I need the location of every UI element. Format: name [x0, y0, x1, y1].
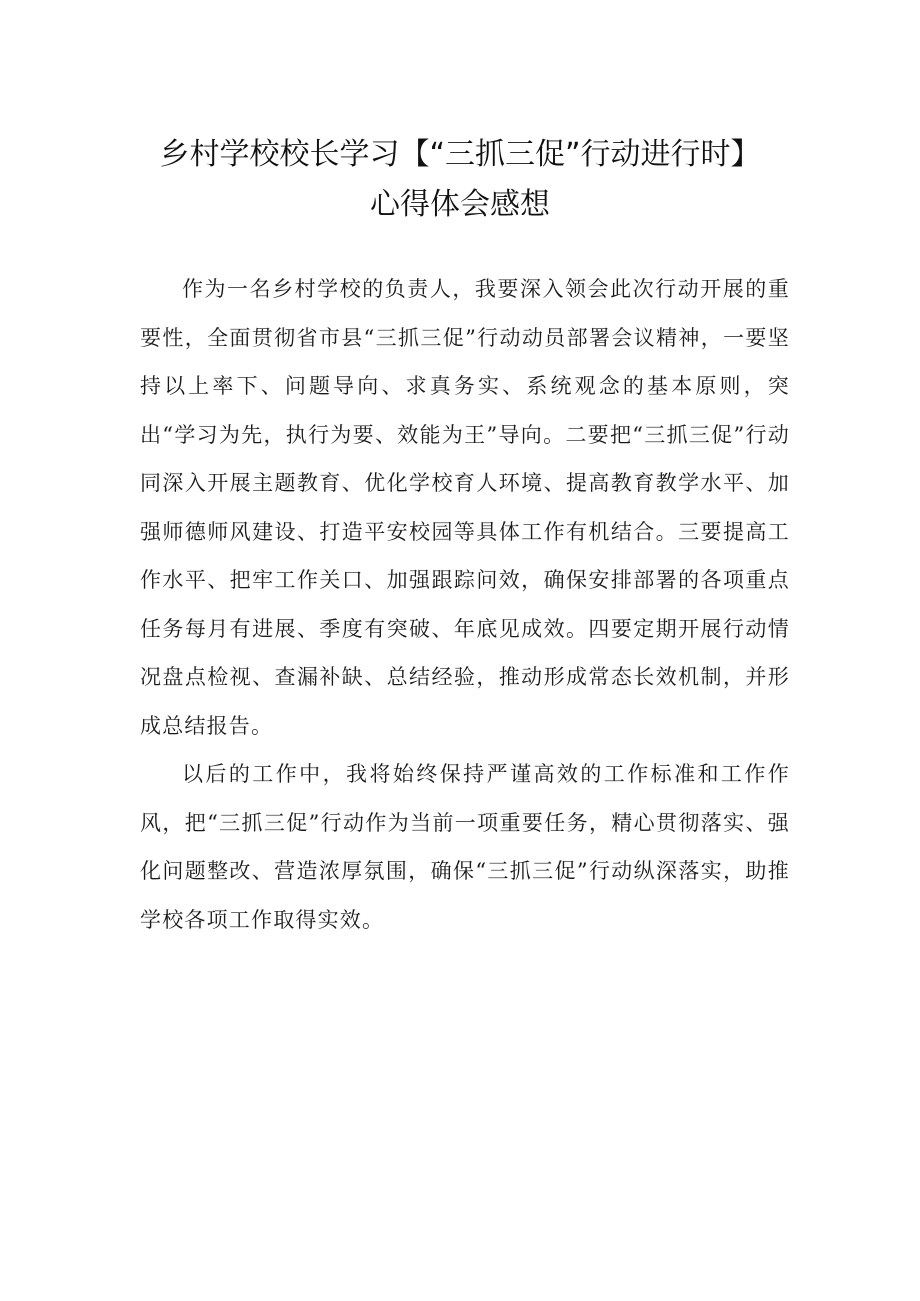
paragraph-2: 以后的工作中，我将始终保持严谨高效的工作标准和工作作风，把“三抓三促”行动作为当前一项重要任务，精心贯彻落实、强化问题整改、营造浓厚氛围，确保“三抓三促”行动纵深落实，助推学校各项工作取得实效。	[140, 762, 790, 932]
title-line-1: 乡村学校校长学习【“三抓三促”行动进行时】	[159, 137, 761, 172]
document-body	[140, 265, 790, 944]
title-line-2: 心得体会感想	[370, 187, 550, 222]
paragraph-1: 作为一名乡村学校的负责人，我要深入领会此次行动开展的重要性，全面贯彻省市县“三抓三促”行动动员部署会议精神，一要坚持以上率下、问题导向、求真务实、系统观念的基本原则，突出“学习为先，执行为要、效能为王”导向。二要把“三抓三促”行动同深入开展主题教育、优化学校育人环境、提高教育教学水平、加强师德师风建设、打造平安校园等具体工作有机结合。三要提高工作水平、把牢工作关口、加强跟踪问效，确保安排部署的各项重点任务每月有进展、季度有突破、年底见成效。四要定期开展行动情况盘点检视、查漏补缺、总结经验，推动形成常态长效机制，并形成总结报告。	[140, 277, 790, 738]
document-title	[100, 130, 820, 230]
